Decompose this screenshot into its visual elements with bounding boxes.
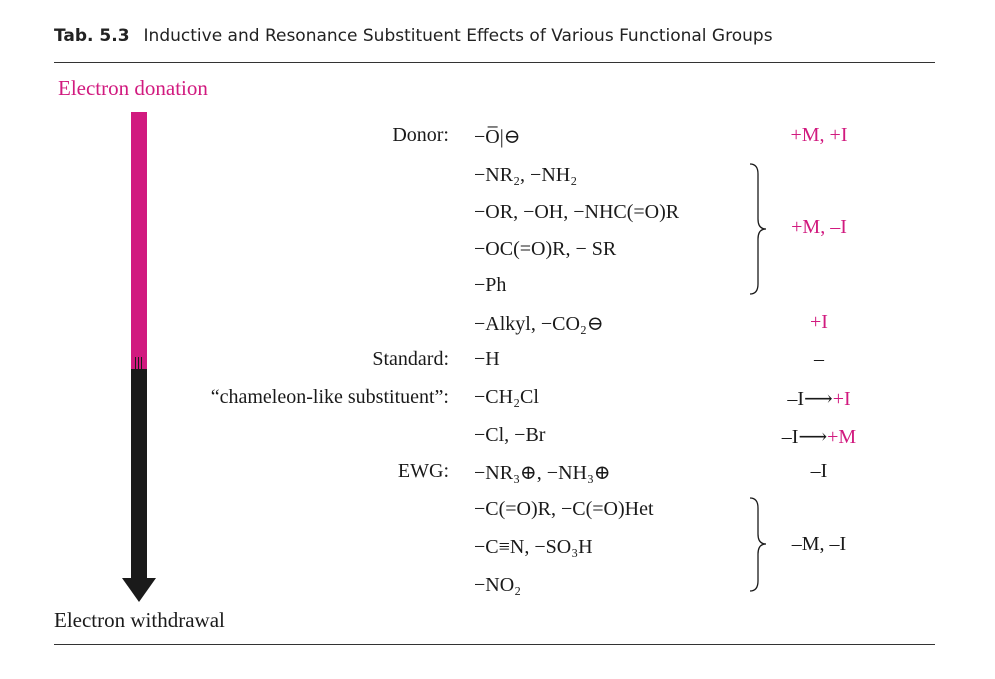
- group-nitro: −NO₂: [474, 574, 522, 596]
- group-oxide-anion: −O̅|⊖: [474, 126, 521, 148]
- group-phenyl: −Ph: [474, 274, 507, 296]
- bottom-rule: [54, 644, 935, 645]
- right-arrow-icon: ⟶: [798, 426, 828, 448]
- group-halogens: −Cl, −Br: [474, 424, 546, 446]
- group-ethers-alcohols: −OR, −OH, −NHC(=O)R: [474, 201, 680, 223]
- effect-from: –I: [781, 426, 799, 448]
- label-standard: Standard:: [372, 348, 449, 370]
- effect-donor-group: +M, –I: [791, 216, 847, 238]
- effect-chameleon: [760, 386, 878, 411]
- electron-withdrawal-heading: Electron withdrawal: [54, 608, 225, 632]
- down-arrow-icon: [122, 578, 156, 602]
- effect-to: +M: [827, 426, 857, 448]
- electron-donation-heading: Electron donation: [58, 76, 208, 100]
- effect-ewg-group: –M, –I: [791, 533, 847, 555]
- table-caption: [54, 26, 773, 46]
- effect-from: –I: [787, 388, 805, 410]
- group-alkyl-carboxylate: −Alkyl, −CO₂⊖: [474, 313, 604, 335]
- group-chloromethyl: −CH₂Cl: [474, 386, 539, 408]
- caption-label: Tab. 5.3: [54, 26, 130, 46]
- right-arrow-icon: ⟶: [804, 388, 833, 410]
- caption-title: Inductive and Resonance Substituent Effects of Various Functional Groups: [143, 26, 773, 46]
- bar-transition: [135, 357, 143, 369]
- effect-donor: +M, +I: [790, 124, 848, 146]
- donation-bar: [131, 112, 147, 369]
- effect-ewg: –I: [810, 460, 828, 482]
- group-nitrile-sulfonic: −C≡N, −SO₃H: [474, 536, 593, 558]
- ewg-group-brace: [748, 496, 770, 593]
- top-rule: [54, 62, 935, 63]
- effect-halogens: [760, 424, 878, 449]
- effect-standard: –: [814, 348, 824, 370]
- group-ammonium: −NR₃⊕, −NH₃⊕: [474, 462, 611, 484]
- effect-alkyl: +I: [810, 311, 828, 333]
- effect-to: +I: [832, 388, 851, 410]
- group-hydrogen: −H: [474, 348, 500, 370]
- label-ewg: EWG:: [397, 460, 449, 482]
- donor-group-brace: [748, 162, 770, 296]
- group-esters-thioethers: −OC(=O)R, − SR: [474, 238, 617, 260]
- label-donor: Donor:: [392, 124, 449, 146]
- group-carbonyls: −C(=O)R, −C(=O)Het: [474, 498, 654, 520]
- group-amines: −NR₂, −NH₂: [474, 164, 578, 186]
- withdrawal-bar: [131, 369, 147, 579]
- label-chameleon: “chameleon-like substituent”:: [210, 386, 449, 408]
